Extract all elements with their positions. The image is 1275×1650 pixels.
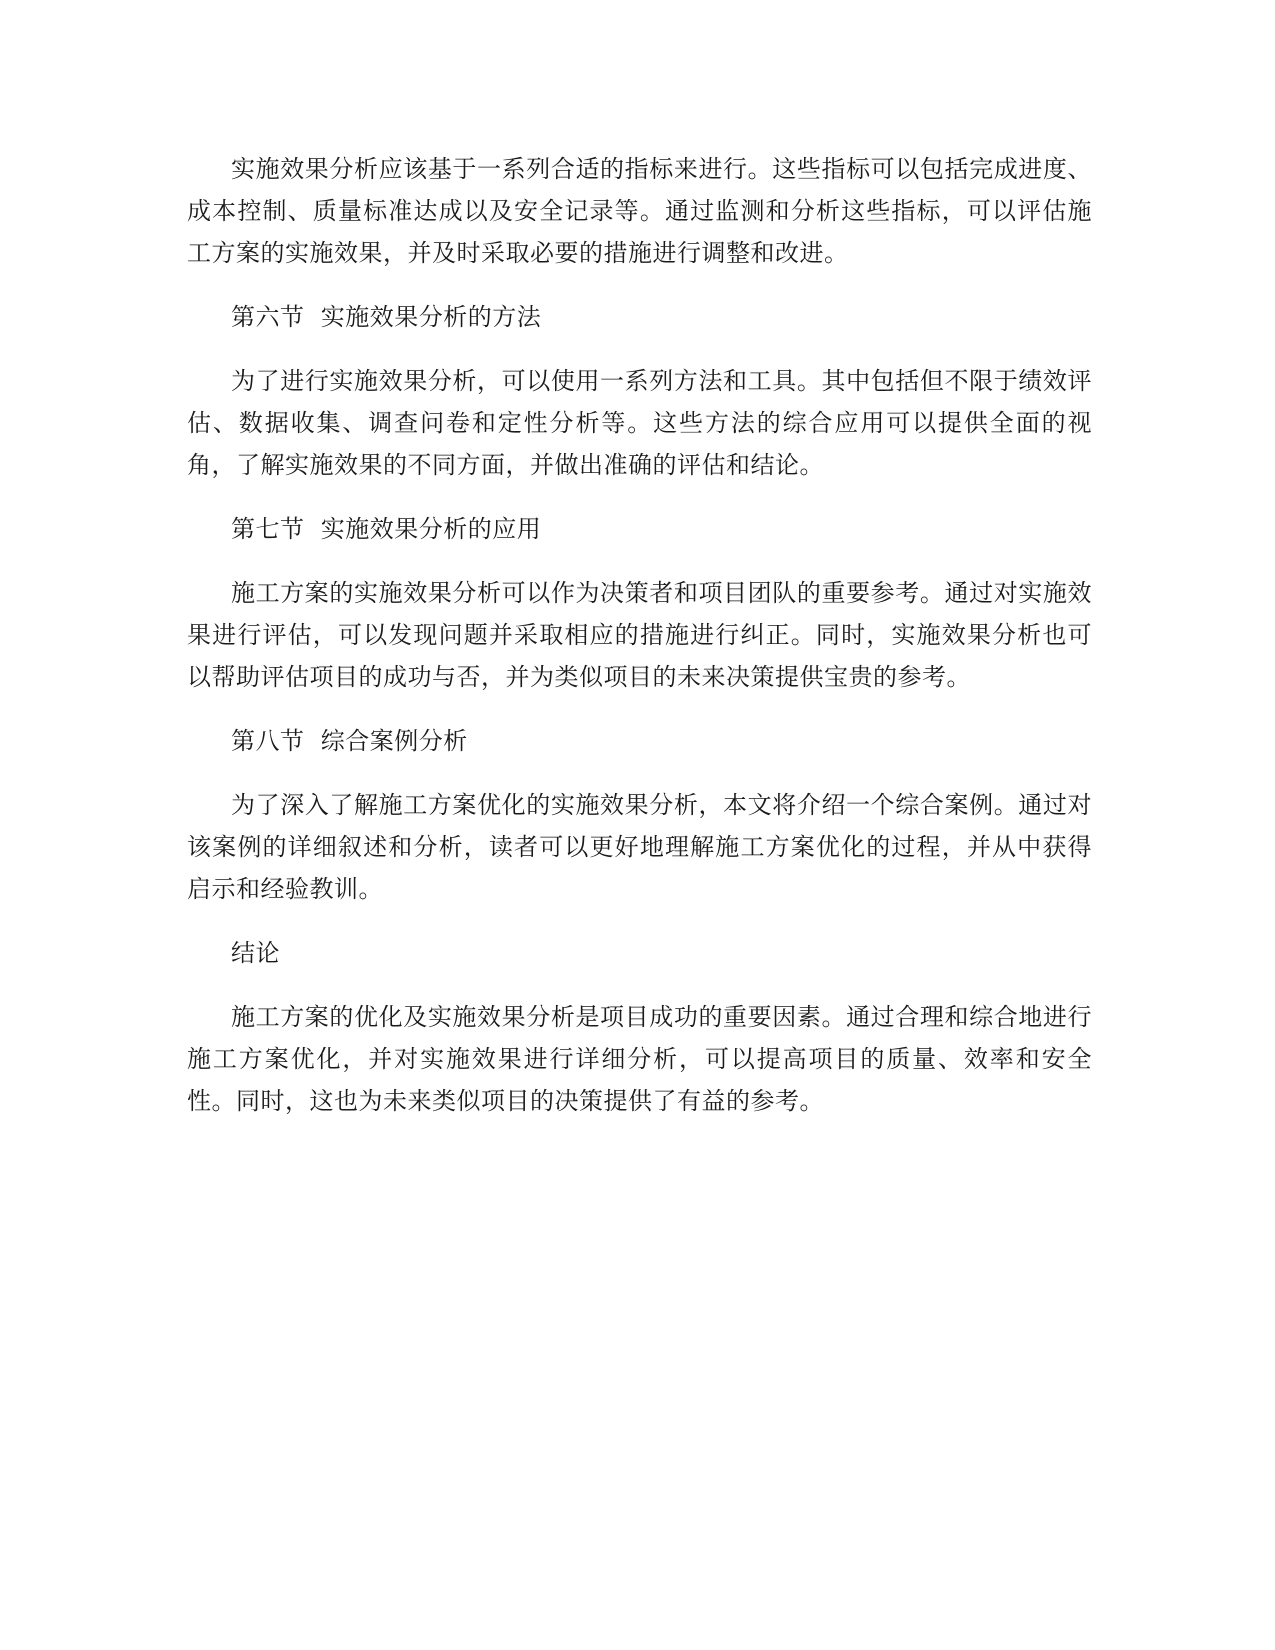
section-heading-conclusion: 结论 [231,939,280,967]
paragraph-conclusion: 施工方案的优化及实施效果分析是项目成功的重要因素。通过合理和综合地进行施工方案优化，并对实施效果进行详细分析，可以提高项目的质量、效率和安全性。同时，这也为未来类似项目的决策提供了有益的参考。 [187,1003,1092,1115]
paragraph-case-study: 为了深入了解施工方案优化的实施效果分析，本文将介绍一个综合案例。通过对该案例的详细叙述和分析，读者可以更好地理解施工方案优化的过程，并从中获得启示和经验教训。 [187,791,1092,903]
paragraph-analysis-methods: 为了进行实施效果分析，可以使用一系列方法和工具。其中包括但不限于绩效评估、数据收集、调查问卷和定性分析等。这些方法的综合应用可以提供全面的视角，了解实施效果的不同方面，并做出准确的评估和结论。 [187,367,1092,479]
document-body [187,148,1092,1144]
section-heading-7: 第七节 实施效果分析的应用 [231,515,542,543]
section-heading-8: 第八节 综合案例分析 [231,727,468,755]
section-heading-6: 第六节 实施效果分析的方法 [231,303,542,331]
paragraph-analysis-application: 施工方案的实施效果分析可以作为决策者和项目团队的重要参考。通过对实施效果进行评估，可以发现问题并采取相应的措施进行纠正。同时，实施效果分析也可以帮助评估项目的成功与否，并为类似项目的未来决策提供宝贵的参考。 [187,579,1092,691]
paragraph-implementation-indicators: 实施效果分析应该基于一系列合适的指标来进行。这些指标可以包括完成进度、成本控制、质量标准达成以及安全记录等。通过监测和分析这些指标，可以评估施工方案的实施效果，并及时采取必要的措施进行调整和改进。 [187,155,1092,267]
